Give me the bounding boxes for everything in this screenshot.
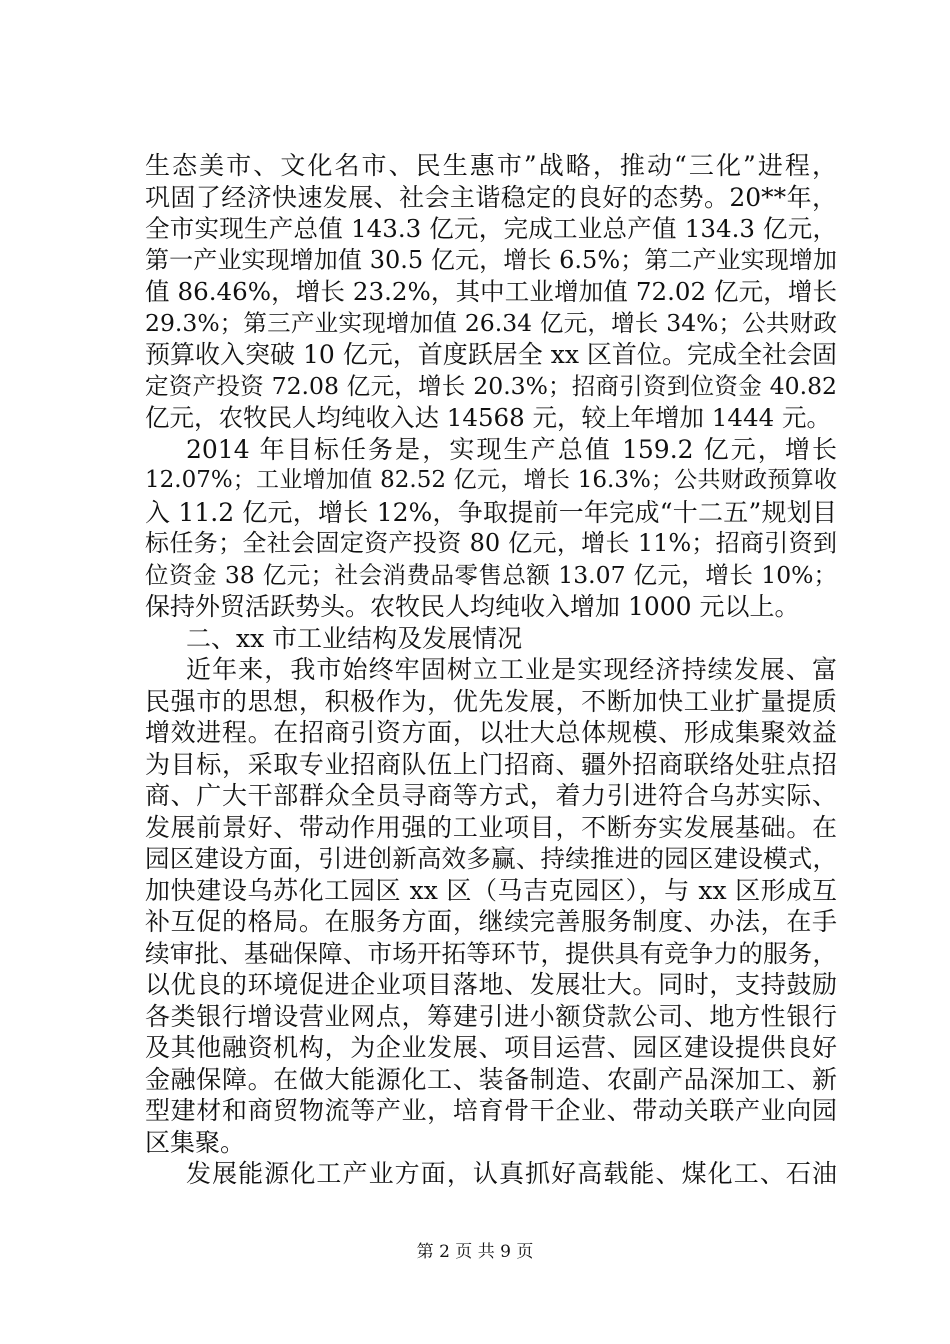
text-line: 金融保障。在做大能源化工、装备制造、农副产品深加工、新: [145, 1064, 837, 1094]
text-line: 发展前景好、带动作用强的工业项目，不断夯实发展基础。在: [145, 812, 837, 842]
text-line: 入 11.2 亿元，增长 12%，争取提前一年完成“十二五”规划目: [145, 497, 837, 527]
text-line: 二、xx 市工业结构及发展情况: [186, 623, 523, 653]
text-line: 保持外贸活跃势头。农牧民人均纯收入增加 1000 元以上。: [145, 592, 800, 621]
text-line: 及其他融资机构，为企业发展、项目运营、园区建设提供良好: [145, 1033, 837, 1062]
page-footer: 第 2 页 共 9 页: [416, 1242, 534, 1262]
text-line: 园区建设方面，引进创新高效多赢、持续推进的园区建设模式，: [145, 844, 837, 873]
text-line: 增效进程。在招商引资方面，以壮大总体规模、形成集聚效益: [145, 718, 837, 747]
text-line: 商、广大干部群众全员寻商等方式，着力引进符合乌苏实际、: [145, 781, 837, 810]
text-line: 值 86.46%，增长 23.2%，其中工业增加值 72.02 亿元，增长: [145, 277, 837, 306]
text-line: 亿元，农牧民人均纯收入达 14568 元，较上年增加 1444 元。: [145, 403, 831, 432]
text-line: 生态美市、文化名市、民生惠市”战略，推动“三化”进程，: [145, 151, 837, 180]
text-line: 续审批、基础保障、市场开拓等环节，提供具有竞争力的服务，: [145, 938, 837, 968]
text-line: 民强市的思想，积极作为，优先发展，不断加快工业扩量提质: [145, 686, 837, 716]
text-line: 以优良的环境促进企业项目落地、发展壮大。同时，支持鼓励: [145, 970, 837, 999]
text-line: 2014 年目标任务是，实现生产总值 159.2 亿元，增长: [186, 434, 837, 464]
text-line: 定资产投资 72.08 亿元，增长 20.3%；招商引资到位资金 40.82: [145, 371, 837, 400]
text-line: 标任务；全社会固定资产投资 80 亿元，增长 11%；招商引资到: [145, 529, 837, 557]
text-line: 预算收入突破 10 亿元，首度跃居全 xx 区首位。完成全社会固: [145, 340, 837, 369]
text-line: 全市实现生产总值 143.3 亿元，完成工业总产值 134.3 亿元，: [145, 214, 837, 243]
text-line: 近年来，我市始终牢固树立工业是实现经济持续发展、富: [186, 655, 837, 684]
text-line: 区集聚。: [145, 1127, 246, 1157]
text-line: 29.3%；第三产业实现增加值 26.34 亿元，增长 34%；公共财政: [145, 308, 837, 337]
body-text: [145, 150, 837, 1190]
text-line: 发展能源化工产业方面，认真抓好高载能、煤化工、石油: [186, 1159, 837, 1188]
text-line: 型建材和商贸物流等产业，培育骨干企业、带动关联产业向园: [145, 1096, 837, 1125]
text-line: 12.07%；工业增加值 82.52 亿元，增长 16.3%；公共财政预算收: [145, 467, 837, 493]
text-line: 补互促的格局。在服务方面，继续完善服务制度、办法，在手: [145, 907, 837, 936]
text-line: 位资金 38 亿元；社会消费品零售总额 13.07 亿元，增长 10%；: [145, 560, 837, 589]
text-line: 为目标，采取专业招商队伍上门招商、疆外招商联络处驻点招: [145, 749, 837, 779]
text-line: 第一产业实现增加值 30.5 亿元，增长 6.5%；第二产业实现增加: [145, 245, 837, 274]
text-line: 巩固了经济快速发展、社会主谐稳定的良好的态势。20**年，: [145, 182, 837, 212]
text-line: 各类银行增设营业网点，筹建引进小额贷款公司、地方性银行: [145, 1001, 837, 1031]
text-line: 加快建设乌苏化工园区 xx 区（马吉克园区），与 xx 区形成互: [145, 875, 837, 905]
